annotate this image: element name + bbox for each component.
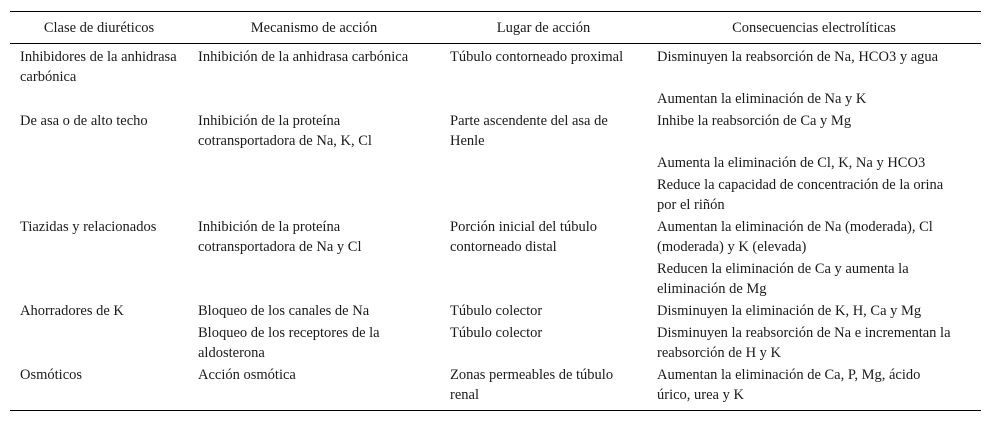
cell-consecuencias: Aumentan la eliminación de Ca, P, Mg, ácido úrico, urea y K <box>657 367 921 403</box>
cell-clase <box>10 88 188 110</box>
cell-clase: De asa o de alto techo <box>20 113 148 129</box>
cell-lugar: Porción inicial del túbulo contorneado distal <box>450 219 597 255</box>
table-row <box>10 88 981 110</box>
cell-clase <box>10 258 188 300</box>
cell-consecuencias: Disminuyen la eliminación de K, H, Ca y Mg <box>657 303 922 319</box>
header-row <box>10 12 981 44</box>
table-row <box>10 216 981 258</box>
cell-mecanismo <box>188 152 440 174</box>
diuretics-table <box>10 11 981 411</box>
table-header <box>10 12 981 44</box>
cell-clase: Ahorradores de K <box>20 303 124 319</box>
cell-consecuencias: Aumenta la eliminación de Cl, K, Na y HCO3 <box>657 155 926 171</box>
cell-lugar: Parte ascendente del asa de Henle <box>450 113 608 149</box>
cell-lugar <box>440 152 647 174</box>
cell-consecuencias: Reducen la eliminación de Ca y aumenta la eliminación de Mg <box>657 261 909 297</box>
cell-clase: Osmóticos <box>20 367 83 383</box>
cell-lugar: Túbulo contorneado proximal <box>450 49 624 65</box>
cell-clase <box>10 322 188 364</box>
cell-consecuencias: Disminuyen la reabsorción de Na e incrementan la reabsorción de H y K <box>657 325 951 361</box>
table-body <box>10 44 981 411</box>
cell-consecuencias: Disminuyen la reabsorción de Na, HCO3 y agua <box>657 49 939 65</box>
table-row <box>10 258 981 300</box>
cell-mecanismo: Inhibición de la proteína cotransportadora de Na, K, Cl <box>198 113 372 149</box>
cell-mecanismo <box>188 258 440 300</box>
cell-consecuencias: Inhibe la reabsorción de Ca y Mg <box>657 113 852 129</box>
cell-mecanismo: Inhibición de la proteína cotransportadora de Na y Cl <box>198 219 362 255</box>
cell-lugar: Túbulo colector <box>450 303 543 319</box>
cell-clase <box>10 152 188 174</box>
cell-consecuencias: Reduce la capacidad de concentración de la orina por el riñón <box>657 177 944 213</box>
cell-mecanismo <box>188 174 440 216</box>
header-consecuencias: Consecuencias electrolíticas <box>732 19 896 36</box>
cell-clase: Tiazidas y relacionados <box>20 219 157 235</box>
table-row <box>10 174 981 216</box>
table-row <box>10 110 981 152</box>
cell-consecuencias: Aumentan la eliminación de Na (moderada), Cl (moderada) y K (elevada) <box>657 219 933 255</box>
cell-mecanismo: Inhibición de la anhidrasa carbónica <box>198 49 409 65</box>
cell-mecanismo: Acción osmótica <box>198 367 296 383</box>
header-mecanismo: Mecanismo de acción <box>250 19 378 36</box>
cell-clase <box>10 174 188 216</box>
cell-lugar <box>440 174 647 216</box>
table-row <box>10 300 981 322</box>
header-clase: Clase de diuréticos <box>43 19 155 36</box>
table-row <box>10 152 981 174</box>
cell-lugar: Zonas permeables de túbulo renal <box>450 367 614 403</box>
cell-lugar <box>440 88 647 110</box>
cell-clase: Inhibidores de la anhidrasa carbónica <box>20 49 177 85</box>
cell-lugar <box>440 258 647 300</box>
cell-lugar: Túbulo colector <box>450 325 543 341</box>
table-row <box>10 322 981 364</box>
table-row <box>10 364 981 411</box>
cell-mecanismo <box>188 88 440 110</box>
cell-mecanismo: Bloqueo de los canales de Na <box>198 303 370 319</box>
cell-mecanismo: Bloqueo de los receptores de la aldosterona <box>198 325 380 361</box>
header-lugar: Lugar de acción <box>496 19 591 36</box>
cell-consecuencias: Aumentan la eliminación de Na y K <box>657 91 867 107</box>
table-row <box>10 44 981 89</box>
